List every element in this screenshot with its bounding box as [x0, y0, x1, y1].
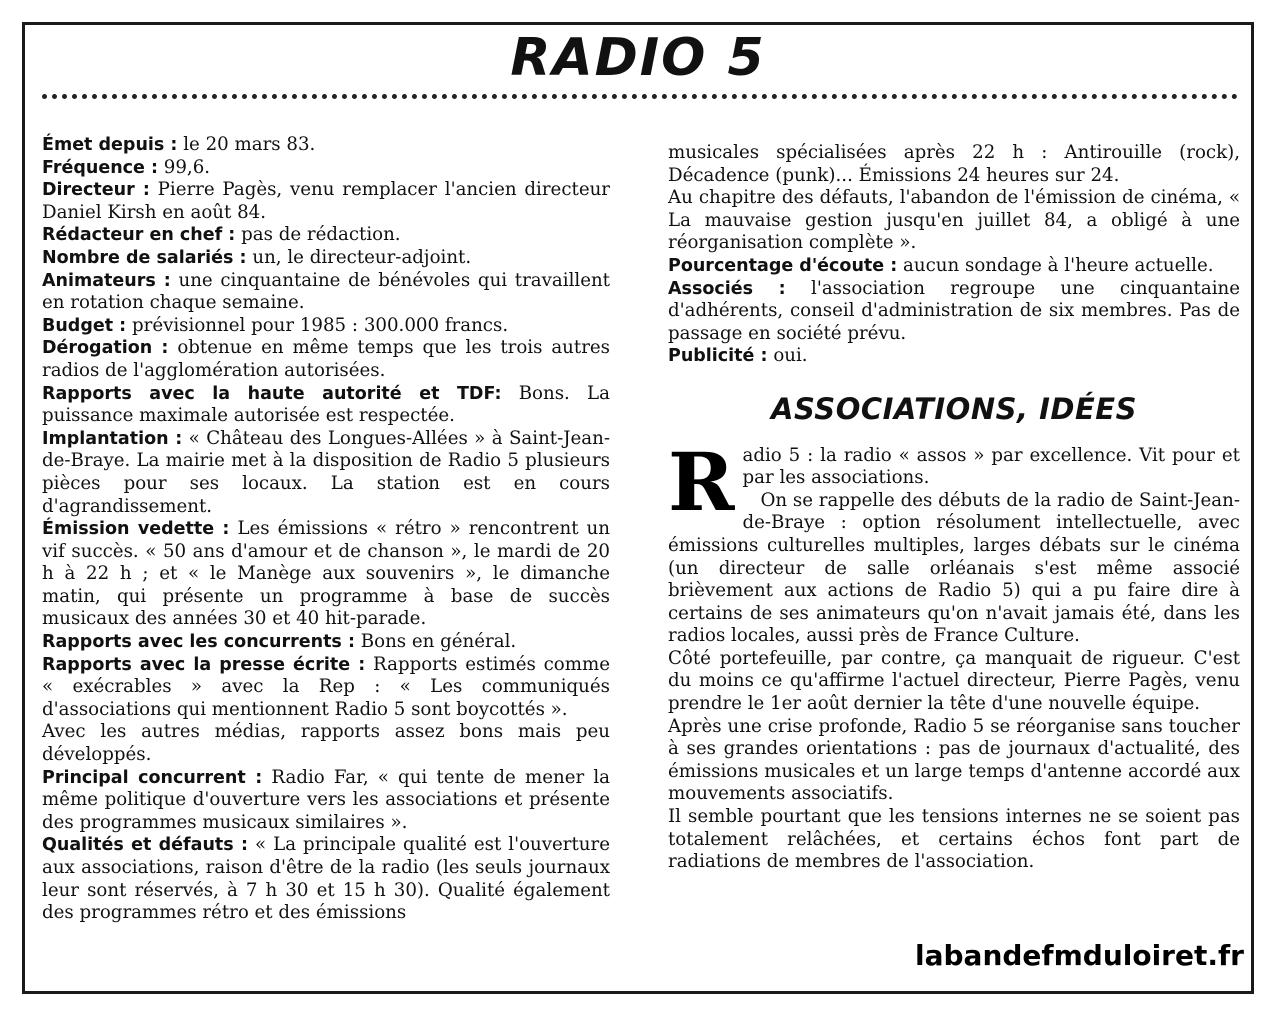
info-entry	[42, 834, 610, 924]
entry-label: Rapports avec les concurrents :	[42, 632, 355, 653]
entry-text: un, le directeur-adjoint.	[252, 246, 472, 268]
info-entry	[42, 383, 610, 428]
entry-text: 99,6.	[163, 156, 211, 178]
info-entry	[42, 721, 610, 766]
info-entry	[668, 255, 1240, 278]
info-entry	[42, 518, 610, 631]
left-column	[42, 134, 610, 925]
info-entry	[42, 631, 610, 654]
entry-text: « La principale qualité est l'ouverture aux associations, raison d'être de la radio (les seuls journaux leur sont réservés, à 7 h 30 et 15 h 30). Qualité également des programmes rétro et des émissions	[42, 834, 610, 924]
article-heading: ASSOCIATIONS, IDÉES	[771, 391, 1137, 426]
entry-text: pas de rédaction.	[241, 224, 401, 246]
entry-text: oui.	[773, 345, 808, 367]
article-lead-text: adio 5 : la radio « assos » par excellence. Vit pour et par les associations.	[742, 444, 1240, 489]
entry-text: Bons. La puissance maximale autorisée est respectée.	[42, 382, 610, 427]
entry-text: Radio Far, « qui tente de mener la même politique d'ouverture vers les associations et présente des programmes musicaux similaires ».	[42, 766, 610, 833]
article-first-paragraph	[668, 434, 1240, 529]
info-entry	[42, 224, 610, 247]
entry-text: « Château des Longues-Allées » à Saint-Jean-de-Braye. La mairie met à la disposition de Radio 5 plusieurs pièces pour ses locaux. La station est en cours d'agrandissement.	[42, 427, 610, 517]
article-paragraph: Après une crise profonde, Radio 5 se réorganise sans toucher à ses grandes orientations : pas de journaux d'actualité, des émissions musicales et un large temps d'antenne accordé aux mouvements associatifs.	[668, 715, 1240, 805]
info-entry	[42, 654, 610, 722]
entry-label: Rédacteur en chef :	[42, 225, 236, 246]
entry-text: une cinquantaine de bénévoles qui travaillent en rotation chaque semaine.	[42, 269, 610, 314]
info-entry	[42, 247, 610, 270]
entry-text: l'association regroupe une cinquantaine d'adhérents, conseil d'administration de six membres. Pas de passage en société prévu.	[668, 277, 1240, 344]
page-title: RADIO 5	[510, 28, 766, 88]
info-entry	[42, 315, 610, 338]
entry-label: Directeur :	[42, 180, 150, 201]
entry-text: prévisionnel pour 1985 : 300.000 francs.	[131, 314, 509, 336]
entry-label: Nombre de salariés :	[42, 247, 247, 268]
entry-label: Qualités et défauts :	[42, 835, 249, 856]
right-column	[668, 142, 1240, 874]
entry-label: Budget :	[42, 315, 127, 336]
info-entry	[42, 157, 610, 180]
entry-label: Émission vedette :	[42, 519, 230, 540]
watermark: labandefmduloiret.fr	[911, 939, 1248, 972]
entry-label: Principal concurrent :	[42, 767, 263, 788]
article-paragraph: On se rappelle des débuts de la radio de Saint-Jean-de-Braye : option résolument intellectuelle, avec émissions culturelles multiples, larges débats sur le cinéma (un directeur de salle orléanais s'est même associé brièvement aux actions de Radio 5) qui a pu faire dire à certains de ses animateurs qu'on n'avait jamais été, dans les radios locales, aussi près de France Culture.	[668, 489, 1240, 647]
entry-text: le 20 mars 83.	[183, 134, 316, 155]
entry-text: Avec les autres médias, rapports assez bons mais peu développés.	[42, 721, 610, 766]
right-entries	[668, 142, 1240, 368]
info-entry	[42, 767, 610, 835]
info-entry	[42, 179, 610, 224]
entry-text: Rapports estimés comme « exécrables » avec la Rep : « Les communiqués d'associations qui mentionnent Radio 5 sont boycottés ».	[42, 653, 610, 720]
info-entry	[42, 270, 610, 315]
entry-text: Au chapitre des défauts, l'abandon de l'émission de cinéma, « La mauvaise gestion jusqu'en juillet 84, a obligé à une réorganisation complète ».	[668, 187, 1240, 254]
entry-label: Fréquence :	[42, 157, 158, 178]
entry-label: Pourcentage d'écoute :	[668, 255, 898, 276]
entry-text: aucun sondage à l'heure actuelle.	[903, 254, 1214, 276]
article-paragraph: Il semble pourtant que les tensions internes ne se soient pas totalement relâchées, et certains échos font part de radiations de membres de l'association.	[668, 806, 1240, 873]
drop-cap: R	[668, 434, 735, 529]
entry-label: Rapports avec la haute autorité et TDF:	[42, 383, 502, 404]
entry-label: Publicité :	[668, 346, 768, 367]
entry-label: Animateurs :	[42, 270, 171, 291]
entry-text: Bons en général.	[360, 631, 517, 653]
entry-label: Associés :	[668, 278, 786, 299]
info-entry	[668, 187, 1240, 255]
article-paragraph: Côté portefeuille, par contre, ça manquait de rigueur. C'est du moins ce qu'affirme l'actuel directeur, Pierre Pagès, venu prendre le 1er août dernier la tête d'une nouvelle équipe.	[668, 647, 1240, 715]
info-entry	[42, 337, 610, 382]
entry-label: Émet depuis :	[42, 135, 178, 155]
entry-label: Rapports avec la presse écrite :	[42, 654, 366, 675]
info-entry	[668, 278, 1240, 346]
info-entry	[668, 345, 1240, 368]
info-entry	[42, 428, 610, 518]
article-body	[668, 434, 1240, 874]
entry-label: Dérogation :	[42, 338, 169, 359]
dotted-divider	[42, 94, 1238, 99]
entry-text: Pierre Pagès, venu remplacer l'ancien directeur Daniel Kirsh en août 84.	[42, 179, 610, 223]
entry-label: Implantation :	[42, 428, 183, 449]
entry-text: obtenue en même temps que les trois autres radios de l'agglomération autorisées.	[42, 337, 610, 381]
entry-text: musicales spécialisées après 22 h : Antirouille (rock), Décadence (punk)... Émissions 24 heures sur 24.	[668, 142, 1240, 186]
entry-text: Les émissions « rétro » rencontrent un vif succès. « 50 ans d'amour et de chanson », le mardi de 20 h à 22 h ; et « le Manège aux souvenirs », le dimanche matin, qui présente un programme à base de succès musicaux des années 30 et 40 hit-parade.	[42, 518, 610, 630]
info-entry	[42, 134, 610, 157]
info-entry	[668, 142, 1240, 187]
